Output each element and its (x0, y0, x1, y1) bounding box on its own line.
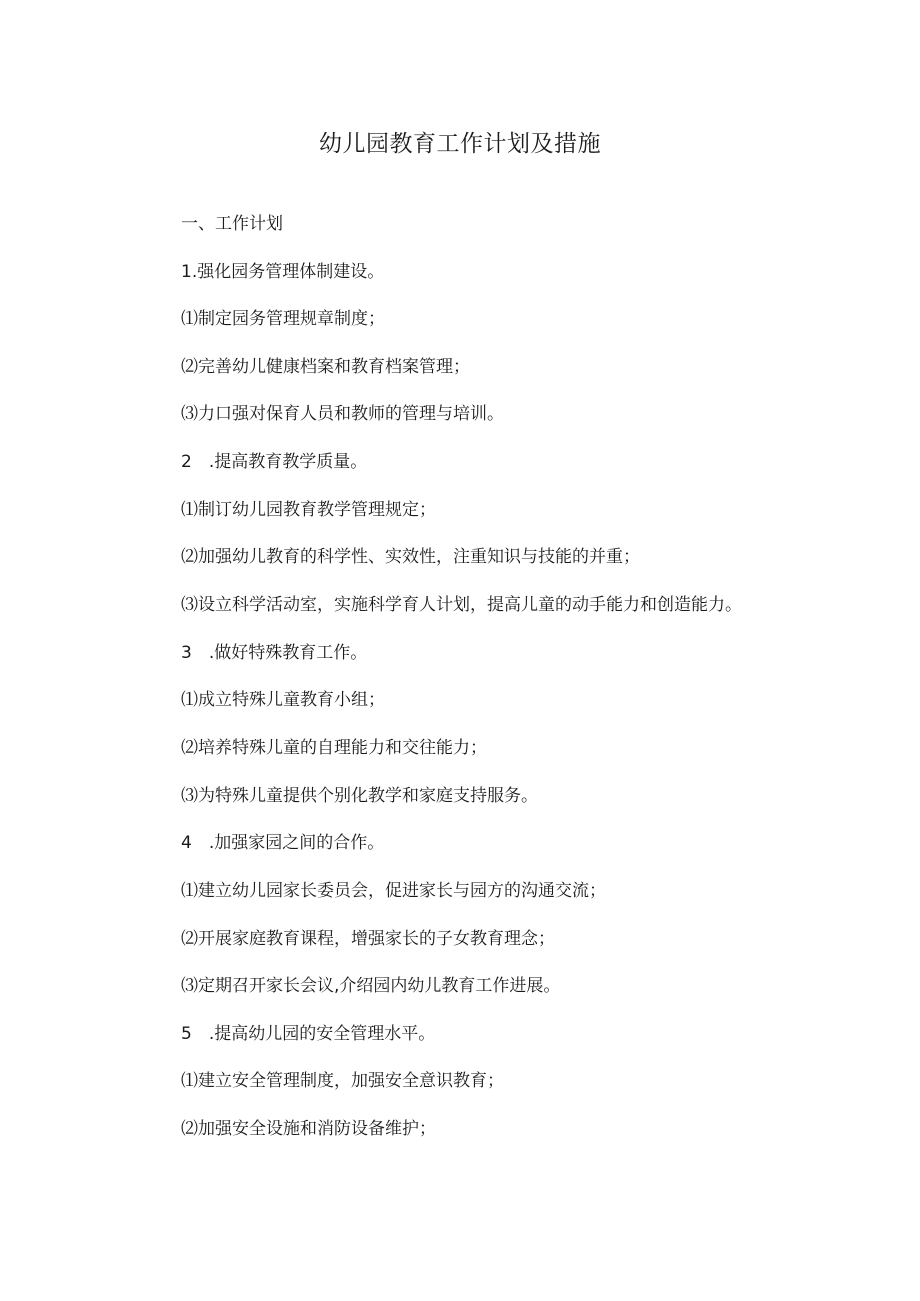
document-title: 幼儿园教育工作计划及措施 (319, 131, 601, 157)
section-heading: 一、工作计划 (181, 214, 283, 234)
sub-item: ⑴建立安全管理制度，加强安全意识教育； (181, 1071, 504, 1091)
sub-item: ⑶为特殊儿童提供个别化教学和家庭支持服务。 (181, 786, 538, 806)
sub-item: ⑵加强幼儿教育的科学性、实效性，注重知识与技能的并重； (181, 547, 640, 567)
sub-item: ⑶定期召开家长会议,介绍园内幼儿教育工作进展。 (181, 976, 561, 996)
item-heading-4: 4 .加强家园之间的合作。 (181, 833, 385, 853)
sub-item: ⑵培养特殊儿童的自理能力和交往能力； (181, 738, 487, 758)
sub-item: ⑵加强安全设施和消防设备维护； (181, 1119, 436, 1139)
sub-item: ⑶力口强对保育人员和教师的管理与培训。 (181, 404, 504, 424)
item-heading-1: 1.强化园务管理体制建设。 (181, 262, 385, 282)
sub-item: ⑴建立幼儿园家长委员会，促进家长与园方的沟通交流； (181, 881, 606, 901)
sub-item: ⑴制订幼儿园教育教学管理规定； (181, 500, 436, 520)
sub-item: ⑴成立特殊儿童教育小组； (181, 690, 385, 710)
item-heading-5: 5 .提高幼儿园的安全管理水平。 (181, 1024, 436, 1044)
sub-item: ⑵开展家庭教育课程，增强家长的子女教育理念； (181, 929, 555, 949)
item-heading-3: 3 .做好特殊教育工作。 (181, 643, 368, 663)
sub-item: ⑵完善幼儿健康档案和教育档案管理； (181, 357, 470, 377)
sub-item: ⑴制定园务管理规章制度； (181, 309, 385, 329)
item-heading-2: 2 .提高教育教学质量。 (181, 452, 368, 472)
sub-item: ⑶设立科学活动室，实施科学育人计划，提高儿童的动手能力和创造能力。 (181, 595, 742, 615)
